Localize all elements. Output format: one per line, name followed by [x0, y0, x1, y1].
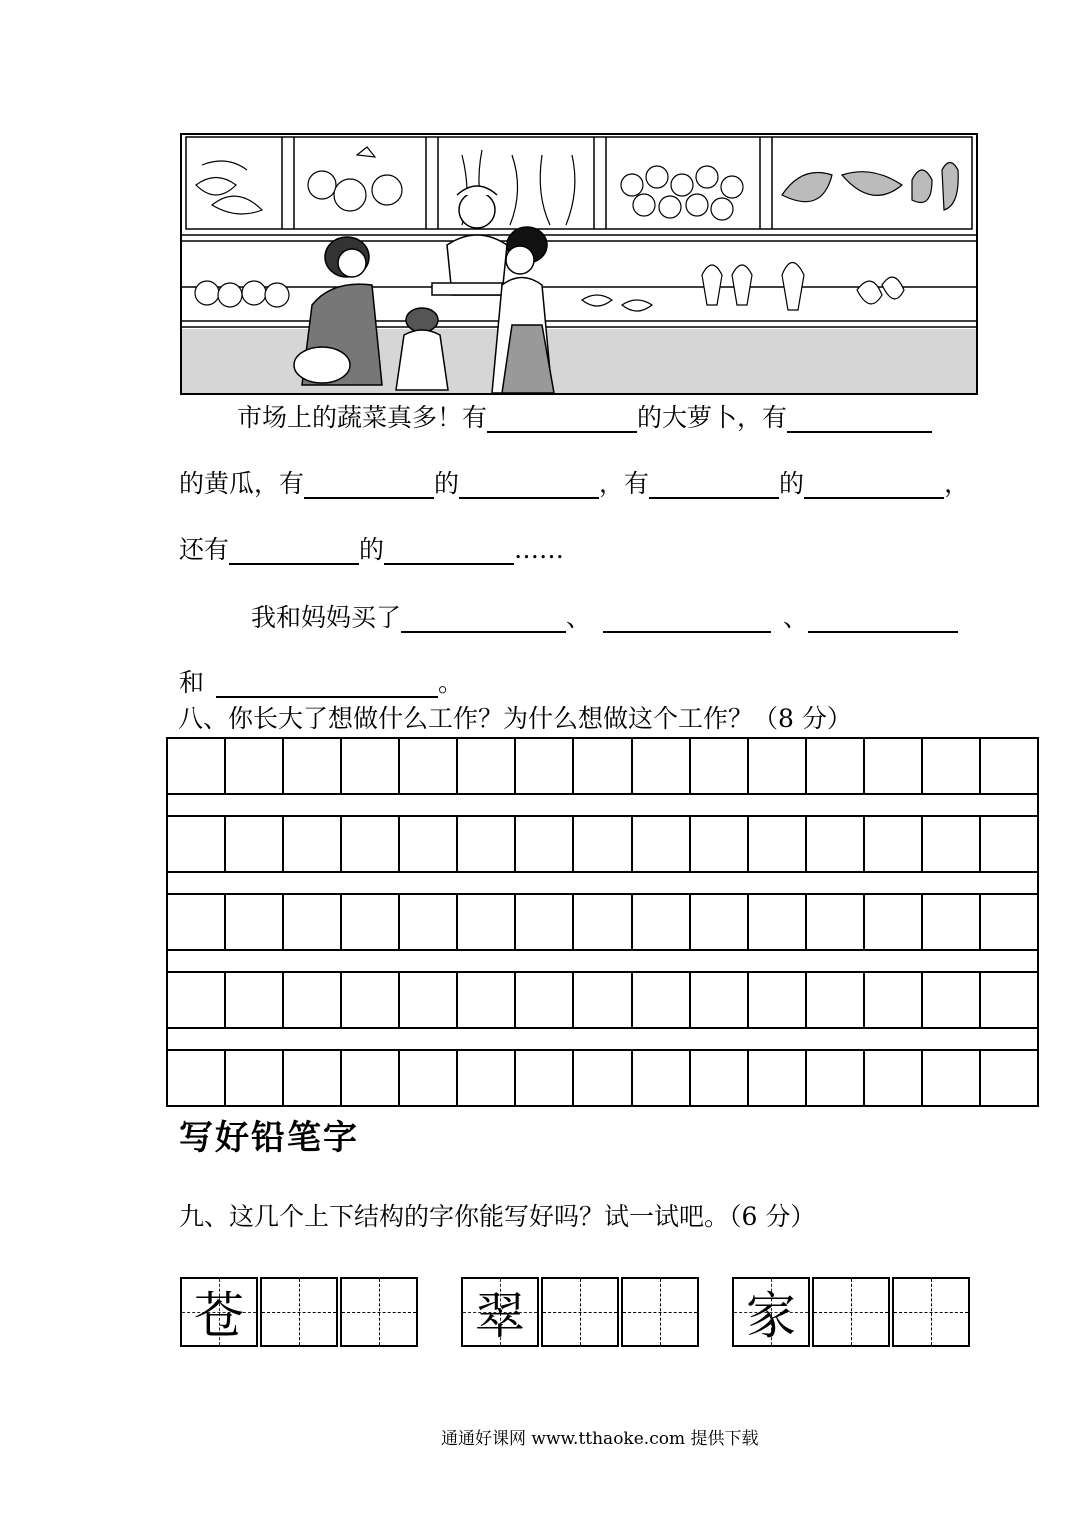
grid-cell[interactable] [284, 739, 342, 793]
text-segment: 还有 [179, 535, 230, 564]
text-segment: …… [514, 535, 565, 564]
paragraph2-line1 [251, 603, 958, 633]
model-char-box [732, 1277, 810, 1347]
grid-cell[interactable] [342, 739, 400, 793]
text-segment: 。 [438, 668, 464, 697]
text-segment: 和 [179, 668, 205, 697]
fill-blank[interactable] [401, 605, 566, 633]
fill-blank[interactable] [229, 537, 359, 565]
grid-cell[interactable] [226, 973, 284, 1027]
fill-blank[interactable] [603, 605, 771, 633]
fill-blank[interactable] [384, 537, 514, 565]
market-scene-drawing [182, 135, 976, 393]
char-practice-group-1 [180, 1277, 420, 1347]
grid-cell[interactable] [749, 973, 807, 1027]
grid-cell[interactable] [516, 739, 574, 793]
grid-cell[interactable] [981, 895, 1037, 949]
grid-cell[interactable] [458, 1051, 516, 1105]
text-segment: 我和妈妈买了 [251, 603, 402, 632]
text-segment: ， [944, 469, 970, 498]
paragraph1-line1 [237, 403, 932, 433]
grid-spacer [166, 795, 1039, 815]
practice-box[interactable] [260, 1277, 338, 1347]
text-segment: 的 [434, 469, 460, 498]
grid-cell[interactable] [981, 739, 1037, 793]
grid-cell[interactable] [981, 973, 1037, 1027]
grid-cell[interactable] [400, 895, 458, 949]
grid-cell[interactable] [574, 973, 632, 1027]
text-segment: 的黄瓜，有 [179, 469, 305, 498]
text-segment: ，有 [599, 469, 650, 498]
text-segment: 、 [783, 603, 809, 632]
model-character: 苍 [194, 1287, 244, 1345]
grid-cell[interactable] [865, 739, 923, 793]
grid-cell[interactable] [749, 817, 807, 871]
grid-cell[interactable] [284, 895, 342, 949]
model-character: 翠 [475, 1287, 525, 1345]
char-practice-group-2 [461, 1277, 701, 1347]
grid-cell[interactable] [807, 1051, 865, 1105]
grid-cell[interactable] [400, 973, 458, 1027]
grid-cell[interactable] [865, 895, 923, 949]
grid-cell[interactable] [284, 973, 342, 1027]
section-title: 写好铅笔字 [179, 1118, 359, 1158]
text-segment: 的 [359, 535, 385, 564]
market-illustration [180, 133, 978, 395]
grid-cell[interactable] [458, 973, 516, 1027]
grid-row [166, 971, 1039, 1029]
grid-cell[interactable] [691, 817, 749, 871]
practice-box[interactable] [892, 1277, 970, 1347]
practice-box[interactable] [340, 1277, 418, 1347]
fill-blank[interactable] [487, 405, 637, 433]
grid-cell[interactable] [923, 1051, 981, 1105]
text-segment: 的 [779, 469, 805, 498]
question8-title: 八、你长大了想做什么工作？为什么想做这个工作？（8 分） [178, 704, 852, 733]
fill-blank[interactable] [459, 471, 599, 499]
grid-cell[interactable] [226, 1051, 284, 1105]
practice-box[interactable] [812, 1277, 890, 1347]
grid-cell[interactable] [807, 817, 865, 871]
grid-cell[interactable] [865, 973, 923, 1027]
grid-cell[interactable] [923, 973, 981, 1027]
grid-cell[interactable] [458, 817, 516, 871]
fill-blank[interactable] [304, 471, 434, 499]
grid-cell[interactable] [168, 817, 226, 871]
grid-cell[interactable] [458, 895, 516, 949]
grid-cell[interactable] [342, 895, 400, 949]
grid-cell[interactable] [226, 817, 284, 871]
grid-cell[interactable] [981, 1051, 1037, 1105]
grid-cell[interactable] [516, 895, 574, 949]
grid-cell[interactable] [168, 895, 226, 949]
grid-cell[interactable] [749, 739, 807, 793]
grid-cell[interactable] [691, 973, 749, 1027]
grid-cell[interactable] [226, 895, 284, 949]
grid-cell[interactable] [807, 895, 865, 949]
footer-text: 通通好课网 www.tthaoke.com 提供下载 [441, 1429, 759, 1449]
grid-cell[interactable] [923, 739, 981, 793]
grid-cell[interactable] [865, 1051, 923, 1105]
grid-cell[interactable] [807, 973, 865, 1027]
grid-cell[interactable] [749, 1051, 807, 1105]
writing-grid [166, 737, 1039, 1107]
fill-blank[interactable] [804, 471, 944, 499]
fill-blank[interactable] [216, 670, 438, 698]
grid-cell[interactable] [633, 1051, 691, 1105]
fill-blank[interactable] [787, 405, 932, 433]
paragraph1-line2 [179, 469, 969, 499]
model-character: 家 [746, 1287, 796, 1345]
grid-cell[interactable] [574, 739, 632, 793]
grid-cell[interactable] [981, 817, 1037, 871]
grid-cell[interactable] [574, 895, 632, 949]
grid-cell[interactable] [633, 895, 691, 949]
grid-cell[interactable] [691, 1051, 749, 1105]
grid-cell[interactable] [168, 973, 226, 1027]
grid-cell[interactable] [168, 1051, 226, 1105]
grid-spacer [166, 1029, 1039, 1049]
grid-cell[interactable] [516, 1051, 574, 1105]
grid-cell[interactable] [574, 817, 632, 871]
grid-cell[interactable] [516, 973, 574, 1027]
grid-row [166, 1049, 1039, 1107]
grid-cell[interactable] [574, 1051, 632, 1105]
grid-cell[interactable] [633, 817, 691, 871]
practice-box[interactable] [541, 1277, 619, 1347]
grid-spacer [166, 951, 1039, 971]
text-segment: 、 [566, 603, 592, 632]
paragraph2-line2 [179, 668, 463, 698]
practice-box[interactable] [621, 1277, 699, 1347]
grid-cell[interactable] [691, 895, 749, 949]
grid-cell[interactable] [400, 817, 458, 871]
grid-row [166, 737, 1039, 795]
grid-cell[interactable] [342, 1051, 400, 1105]
grid-spacer [166, 873, 1039, 893]
grid-cell[interactable] [342, 973, 400, 1027]
fill-blank[interactable] [808, 605, 958, 633]
fill-blank[interactable] [649, 471, 779, 499]
model-char-box [180, 1277, 258, 1347]
grid-cell[interactable] [284, 1051, 342, 1105]
grid-cell[interactable] [691, 739, 749, 793]
grid-cell[interactable] [168, 739, 226, 793]
text-segment: 市场上的蔬菜真多！有 [237, 403, 488, 432]
grid-cell[interactable] [865, 817, 923, 871]
char-practice-group-3 [732, 1277, 972, 1347]
grid-cell[interactable] [226, 739, 284, 793]
grid-cell[interactable] [923, 895, 981, 949]
grid-cell[interactable] [400, 1051, 458, 1105]
grid-cell[interactable] [633, 973, 691, 1027]
grid-cell[interactable] [516, 817, 574, 871]
grid-row [166, 893, 1039, 951]
grid-cell[interactable] [749, 895, 807, 949]
question9-title: 九、这几个上下结构的字你能写好吗？试一试吧。（6 分） [179, 1202, 816, 1231]
grid-row [166, 815, 1039, 873]
grid-cell[interactable] [342, 817, 400, 871]
grid-cell[interactable] [400, 739, 458, 793]
grid-cell[interactable] [458, 739, 516, 793]
grid-cell[interactable] [807, 739, 865, 793]
model-char-box [461, 1277, 539, 1347]
grid-cell[interactable] [923, 817, 981, 871]
grid-cell[interactable] [633, 739, 691, 793]
text-segment: 的大萝卜，有 [637, 403, 788, 432]
grid-cell[interactable] [284, 817, 342, 871]
paragraph1-line3 [179, 535, 564, 565]
